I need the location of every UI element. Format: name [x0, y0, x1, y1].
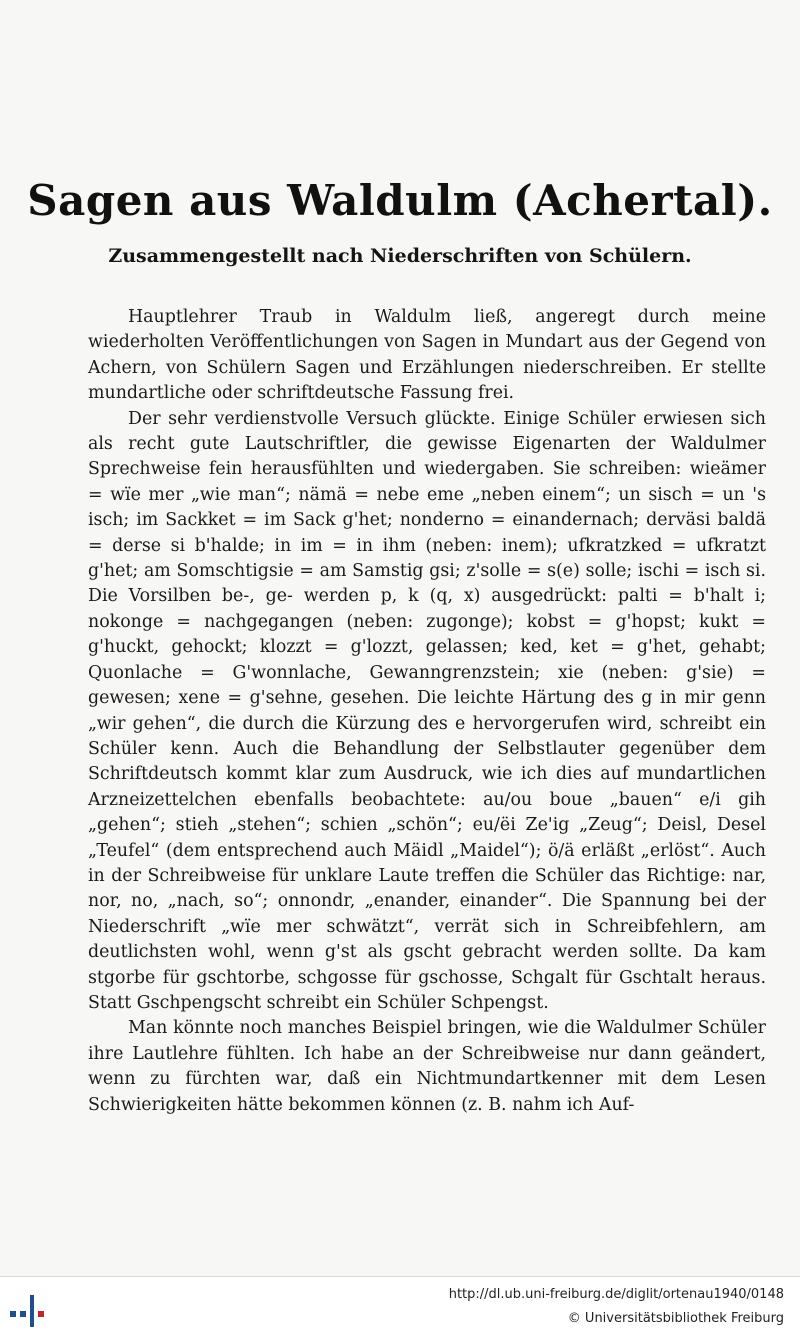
paragraph-3: Man könnte noch manches Beispiel bringen, wie die Waldulmer Schüler ihre Lautlehre fühlten. Ich habe an der Schreibweise nur dann geändert, wenn zu fürchten war, daß ein Nichtmundartkenner mit dem Lesen Schwierigkeiten hätte bekommen können (z. B. nahm ich Auf- — [88, 1018, 766, 1115]
body-text — [88, 305, 766, 1118]
page-title: Sagen aus Waldulm (Achertal). — [27, 176, 773, 225]
paragraph-1: Hauptlehrer Traub in Waldulm ließ, angeregt durch meine wiederholten Veröffentlichungen von Sagen in Mundart aus der Gegend von Achern, von Schülern Sagen und Erzählungen niederschreiben. Er stellte mundartliche oder schriftdeutsche Fassung frei. — [88, 307, 766, 404]
source-url-link[interactable]: http://dl.ub.uni-freiburg.de/diglit/ortenau1940/0148 — [448, 1287, 784, 1302]
page-subtitle: Zusammengestellt nach Niederschriften von Schülern. — [108, 245, 692, 267]
paragraph-2: Der sehr verdienstvolle Versuch glückte. Einige Schüler erwiesen sich als recht gute Lautschriftler, die gewisse Eigenarten der Waldulmer Sprechweise fein herausfühlten und wiedergaben. Sie schreiben: wieämer = wïe mer „wie man“; nämä = nebe eme „neben einem“; un sisch = un 's isch; im Sackket = im Sack g'het; nonderno = einandernach; derväsi baldä = derse si b'halde; in im = in ihm (neben: inem); ufkratzked = ufkratzt g'het; am Somschtigsie = am Samstig gsi; z'solle = s(e) solle; ischi = isch si. Die Vorsilben be-, ge- werden p, k (q, x) ausgedrückt: palti = b'halt i; nokonge = nachgegangen (neben: zugonge); kobst = g'hopst; kukt = g'huckt, gehockt; klozzt = g'lozzt, gelassen; ked, ket = g'het, gehabt; Quonlache = G'wonnlache, Gewanngrenzstein; xie (neben: g'sie) = gewesen; xene = g'sehne, gesehen. Die leichte Härtung des g in mir genn „wir gehen“, die durch die Kürzung des e hervorgerufen wird, schreibt ein Schüler kenn. Auch die Behandlung der Selbstlauter gegenüber dem Schriftdeutsch kommt klar zum Ausdruck, wie ich dies auf mundartlichen Arzneizettelchen ebenfalls beobachtete: au/ou boue „bauen“ e/i gih „gehen“; stieh „stehen“; schien „schön“; eu/ëi Ze'ig „Zeug“; Deisl, Desel „Teufel“ (dem entsprechend auch Mäidl „Maidel“); ö/ä erläßt „erlöst“. Auch in der Schreibweise für unklare Laute treffen die Schüler das Richtige: nar, nor, no, „nach, so“; onnondr, „enander, einander“. Die Spannung bei der Niederschrift „wïe mer schwätzt“, verrät sich in Schreibfehlern, am deutlichsten wohl, wenn g'st als gscht gebracht werden sollte. Da kam stgorbe für gschtorbe, schgosse für gschosse, Schgalt für Gschtalt heraus. Statt Gschpengscht schreibt ein Schüler Schpengst. — [88, 408, 766, 1013]
footer-bar — [0, 1276, 800, 1337]
copyright-text: © Universitätsbibliothek Freiburg — [567, 1311, 784, 1326]
library-logo-icon[interactable] — [6, 1289, 48, 1333]
